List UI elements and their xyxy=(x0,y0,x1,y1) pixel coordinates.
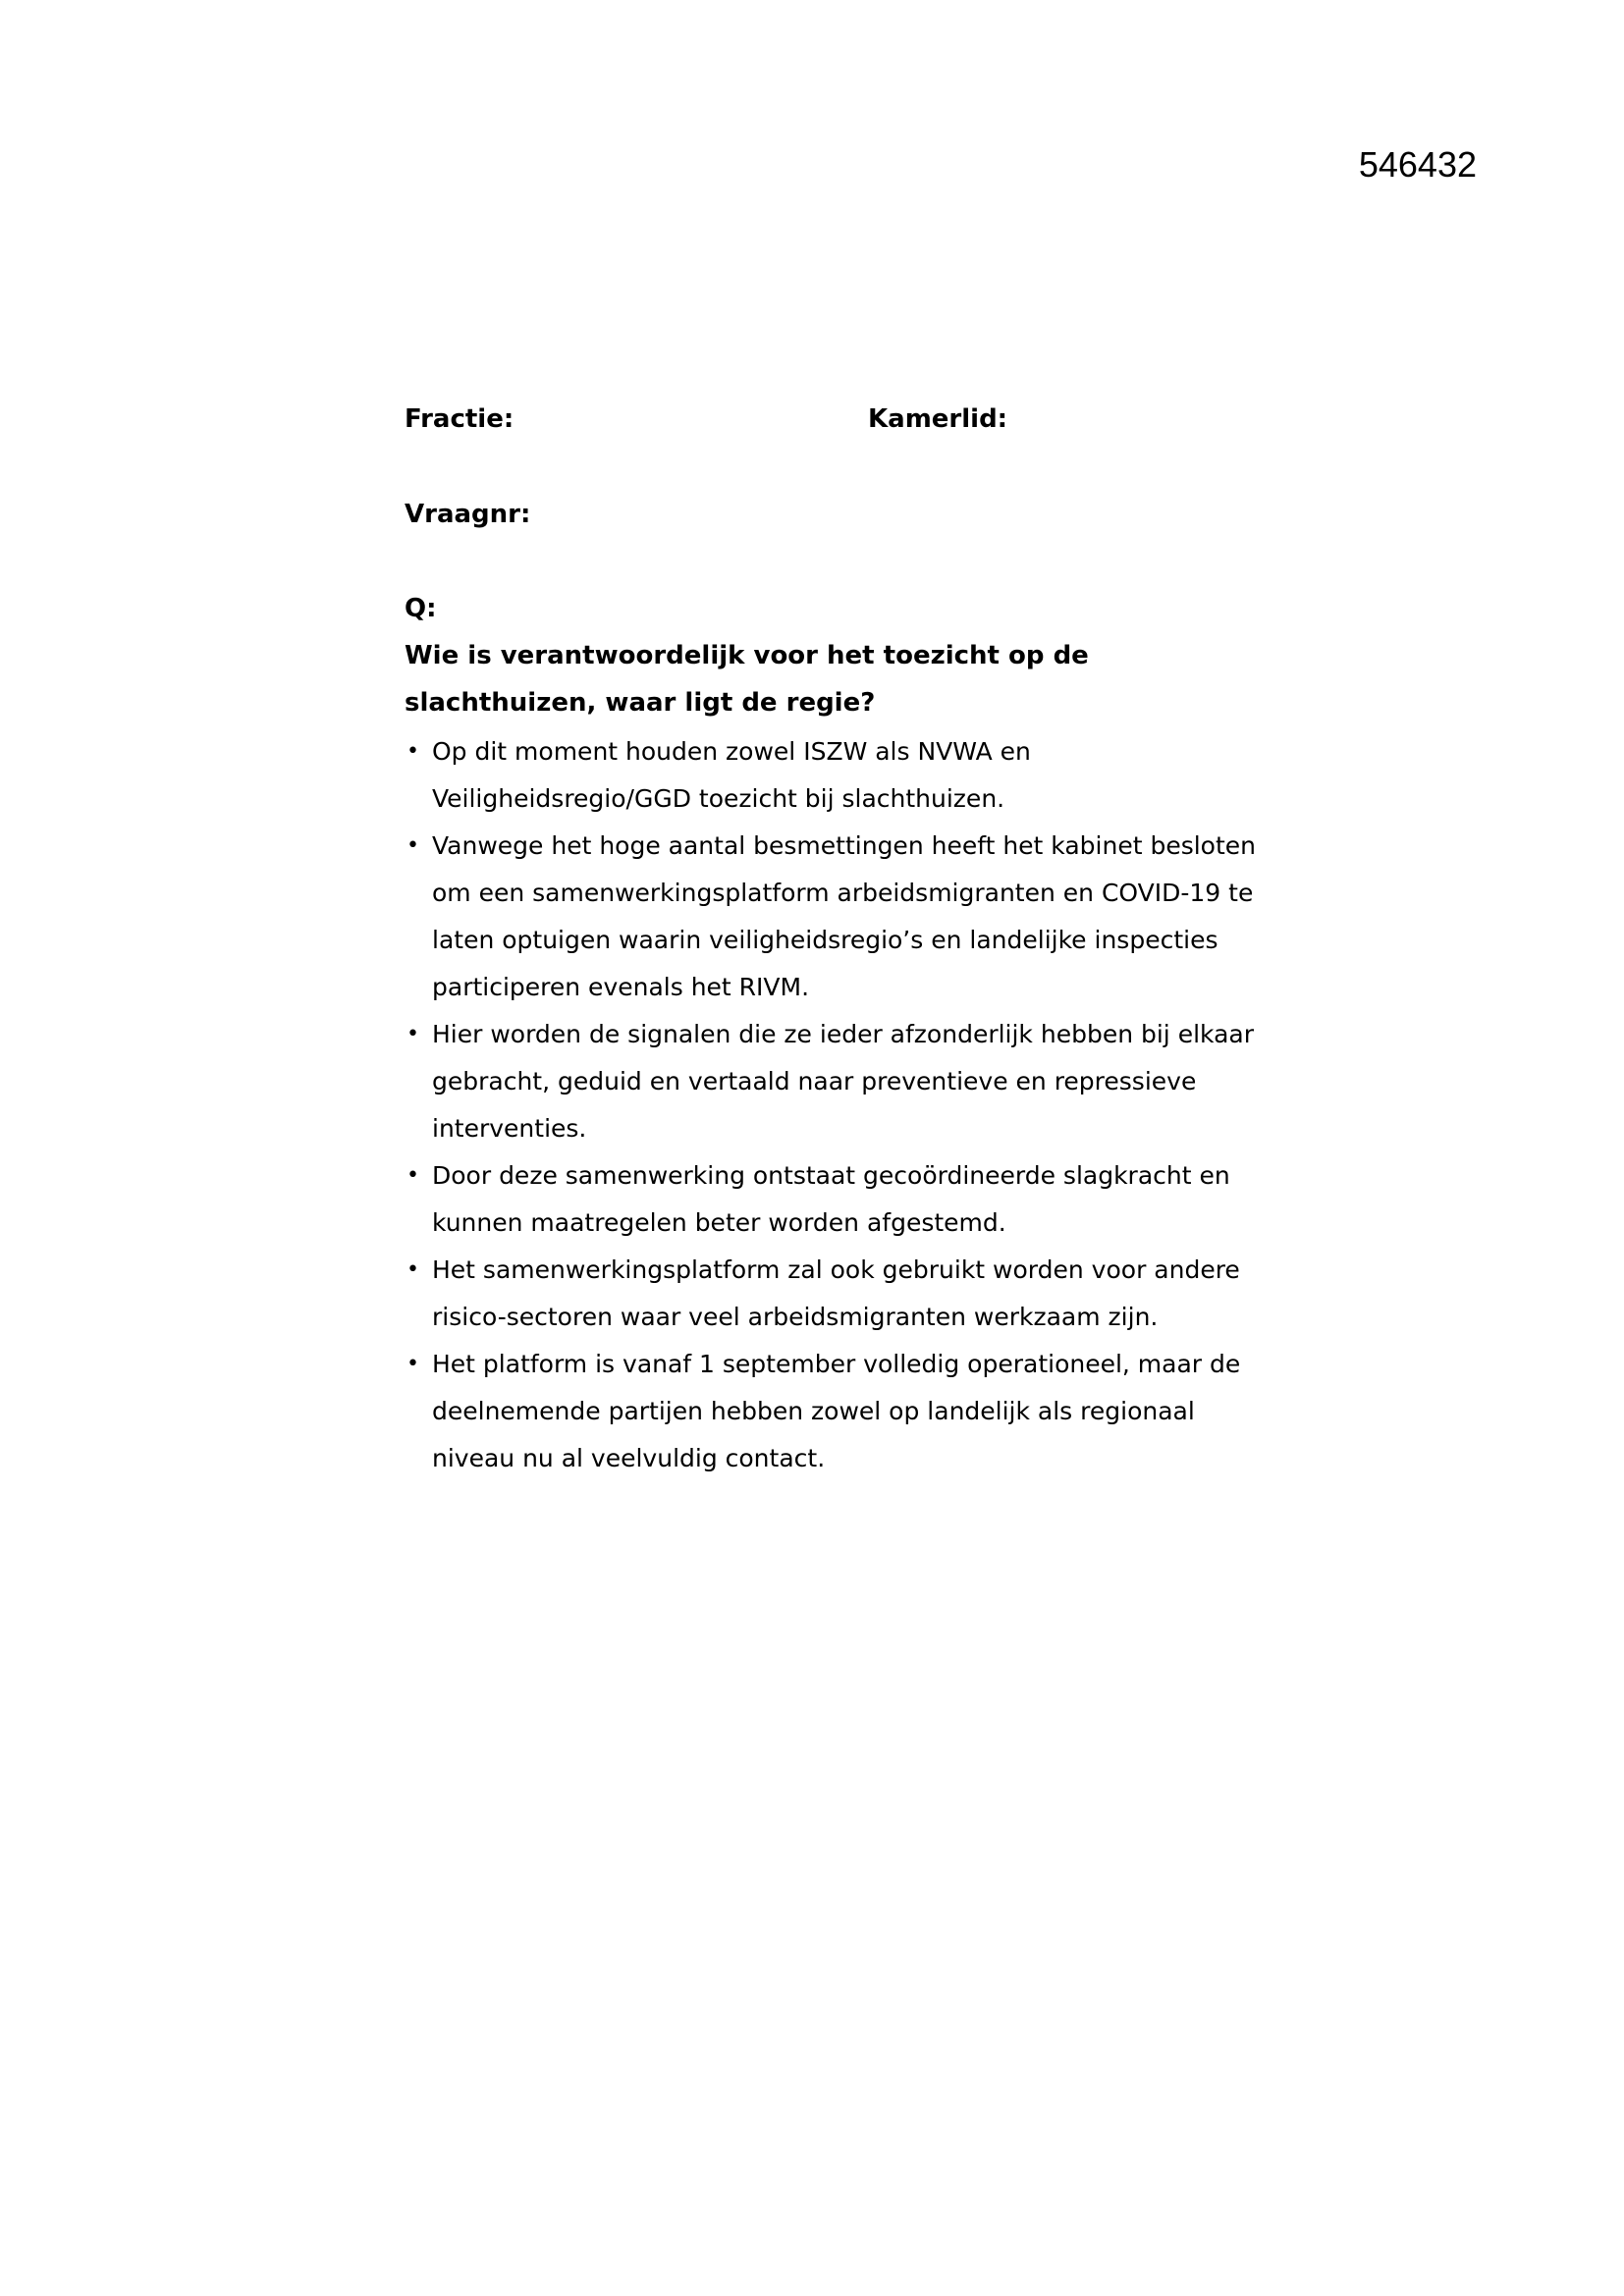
document-number: 546432 xyxy=(1358,144,1477,185)
vraagnr-label: Vraagnr: xyxy=(405,500,531,529)
answer-text: Hier worden de signalen die ze ieder afzonderlijk hebben bij elkaar gebracht, geduid en vertaald naar preventieve en repressieve interventies. xyxy=(432,1020,1254,1143)
answer-item xyxy=(405,1011,1269,1152)
answer-list xyxy=(405,728,1269,1482)
bullet-icon: • xyxy=(406,833,419,858)
bullet-icon: • xyxy=(406,1352,419,1376)
answer-item xyxy=(405,823,1269,1011)
fractie-label: Fractie: xyxy=(405,404,514,434)
kamerlid-label: Kamerlid: xyxy=(868,404,1008,434)
answer-item xyxy=(405,1341,1269,1482)
question-text: Wie is verantwoordelijk voor het toezicht op de slachthuizen, waar ligt de regie? xyxy=(405,641,1089,718)
bullet-icon: • xyxy=(406,1257,419,1282)
qa-section xyxy=(405,593,1269,1482)
bullet-icon: • xyxy=(406,1022,419,1046)
bullet-icon: • xyxy=(406,1163,419,1188)
answer-text: Het samenwerkingsplatform zal ook gebruikt worden voor andere risico-sectoren waar veel arbeidsmigranten werkzaam zijn. xyxy=(432,1255,1240,1331)
answer-item xyxy=(405,728,1269,823)
answer-text: Het platform is vanaf 1 september volledig operationeel, maar de deelnemende partijen hebben zowel op landelijk als regionaal niveau nu al veelvuldig contact. xyxy=(432,1350,1241,1472)
bullet-icon: • xyxy=(406,739,419,764)
question-marker: Q: xyxy=(405,594,437,623)
answer-item xyxy=(405,1247,1269,1341)
answer-item xyxy=(405,1152,1269,1247)
answer-text: Vanwege het hoge aantal besmettingen heeft het kabinet besloten om een samenwerkingsplatform arbeidsmigranten en COVID-19 te laten optuigen waarin veiligheidsregio’s en landelijke inspecties participeren evenals het RIVM. xyxy=(432,831,1256,1001)
answer-text: Door deze samenwerking ontstaat gecoördineerde slagkracht en kunnen maatregelen beter worden afgestemd. xyxy=(432,1161,1230,1237)
answer-text: Op dit moment houden zowel ISZW als NVWA en Veiligheidsregio/GGD toezicht bij slachthuizen. xyxy=(432,737,1031,813)
